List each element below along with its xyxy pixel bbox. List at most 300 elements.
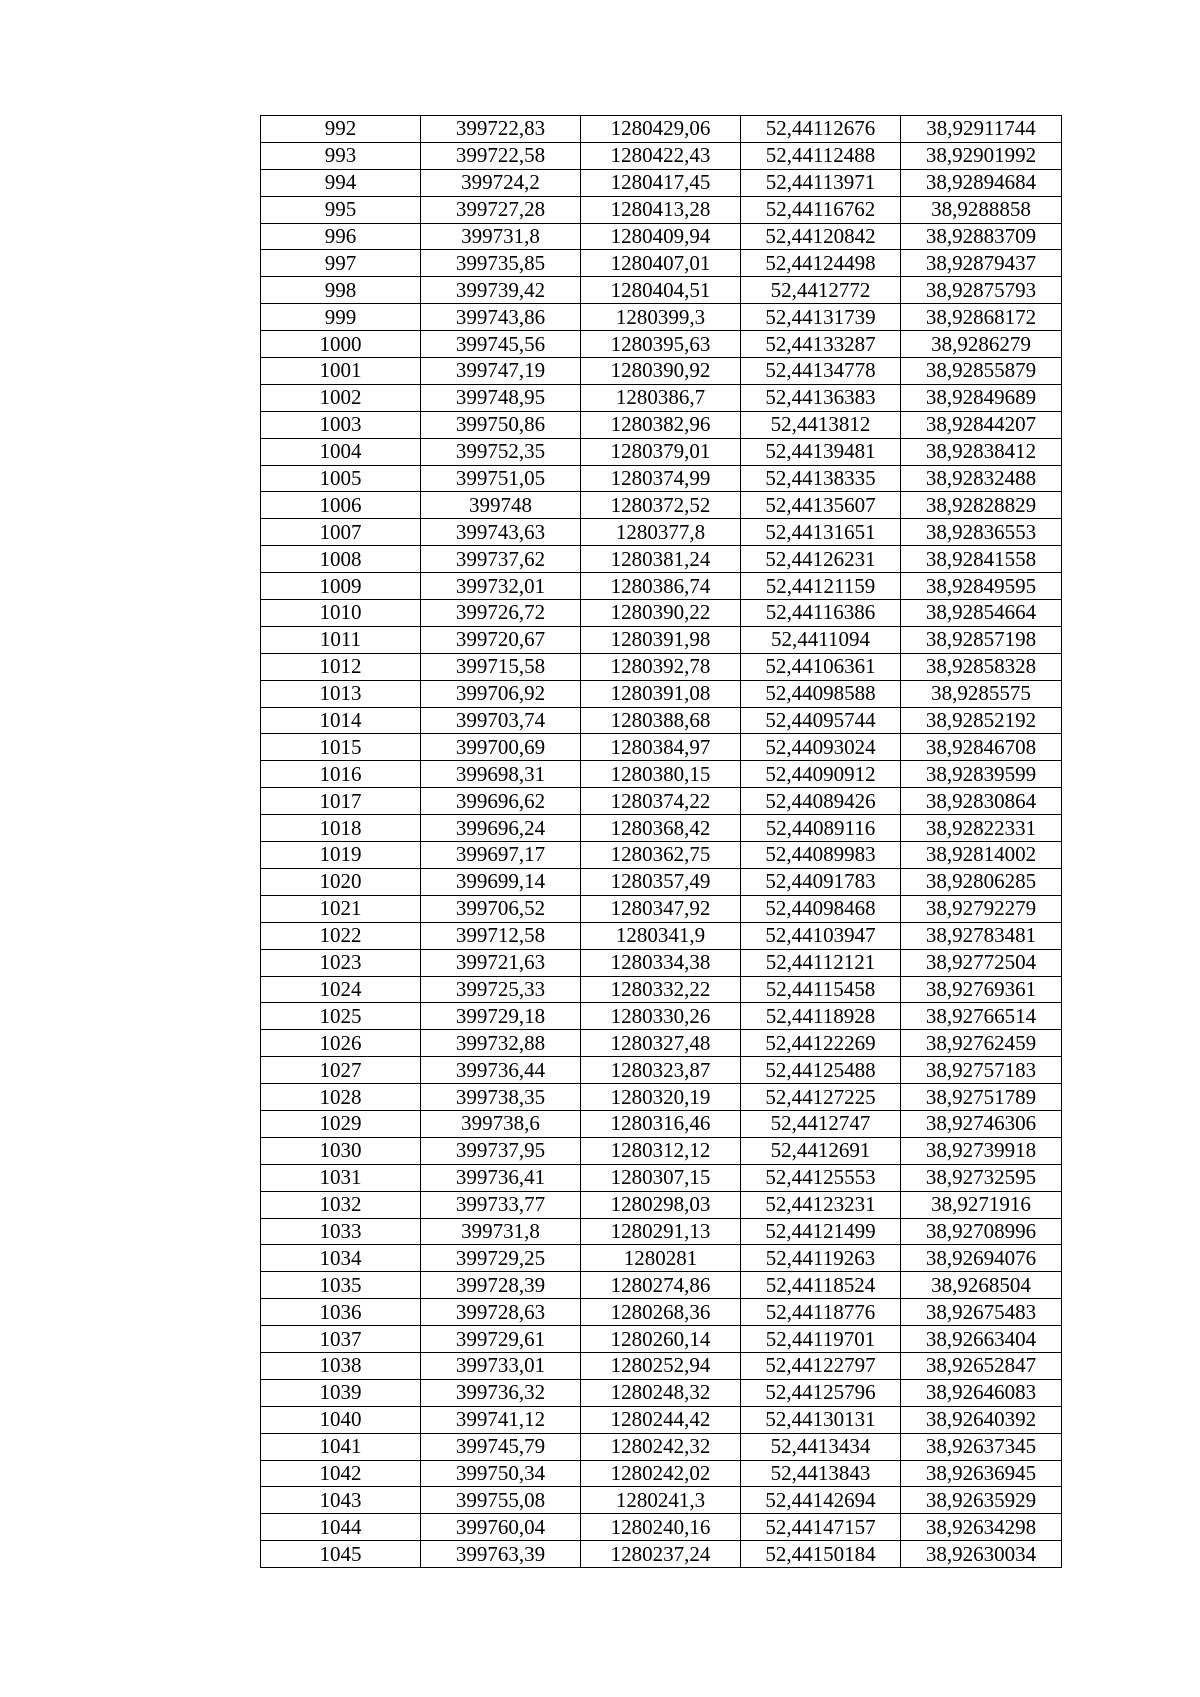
y-coordinate-cell: 1280381,24 [581, 546, 741, 573]
x-coordinate-cell: 399726,72 [421, 600, 581, 627]
latitude-cell: 52,44093024 [741, 734, 901, 761]
table-row [261, 1137, 1062, 1164]
y-coordinate-cell: 1280252,94 [581, 1352, 741, 1379]
table-row [261, 1433, 1062, 1460]
x-coordinate-cell: 399698,31 [421, 761, 581, 788]
table-row [261, 519, 1062, 546]
x-coordinate-cell: 399706,92 [421, 680, 581, 707]
table-row [261, 680, 1062, 707]
x-coordinate-cell: 399751,05 [421, 465, 581, 492]
longitude-cell: 38,92849689 [901, 384, 1062, 411]
latitude-cell: 52,44124498 [741, 250, 901, 277]
y-coordinate-cell: 1280341,9 [581, 922, 741, 949]
point-number-cell: 1023 [261, 949, 421, 976]
point-number-cell: 1034 [261, 1245, 421, 1272]
x-coordinate-cell: 399712,58 [421, 922, 581, 949]
longitude-cell: 38,92762459 [901, 1030, 1062, 1057]
table-row [261, 116, 1062, 143]
x-coordinate-cell: 399699,14 [421, 868, 581, 895]
x-coordinate-cell: 399700,69 [421, 734, 581, 761]
point-number-cell: 1013 [261, 680, 421, 707]
y-coordinate-cell: 1280386,7 [581, 384, 741, 411]
y-coordinate-cell: 1280240,16 [581, 1514, 741, 1541]
longitude-cell: 38,92857198 [901, 626, 1062, 653]
longitude-cell: 38,92883709 [901, 223, 1062, 250]
y-coordinate-cell: 1280244,42 [581, 1406, 741, 1433]
x-coordinate-cell: 399733,77 [421, 1191, 581, 1218]
y-coordinate-cell: 1280382,96 [581, 411, 741, 438]
latitude-cell: 52,44103947 [741, 922, 901, 949]
point-number-cell: 1020 [261, 868, 421, 895]
latitude-cell: 52,44125488 [741, 1057, 901, 1084]
longitude-cell: 38,92694076 [901, 1245, 1062, 1272]
x-coordinate-cell: 399760,04 [421, 1514, 581, 1541]
point-number-cell: 1042 [261, 1460, 421, 1487]
latitude-cell: 52,44134778 [741, 358, 901, 385]
table-row [261, 949, 1062, 976]
longitude-cell: 38,92739918 [901, 1137, 1062, 1164]
latitude-cell: 52,44089426 [741, 788, 901, 815]
y-coordinate-cell: 1280399,3 [581, 304, 741, 331]
point-number-cell: 1004 [261, 438, 421, 465]
point-number-cell: 996 [261, 223, 421, 250]
point-number-cell: 1017 [261, 788, 421, 815]
point-number-cell: 1044 [261, 1514, 421, 1541]
latitude-cell: 52,44120842 [741, 223, 901, 250]
latitude-cell: 52,44116762 [741, 196, 901, 223]
x-coordinate-cell: 399748 [421, 492, 581, 519]
latitude-cell: 52,44147157 [741, 1514, 901, 1541]
x-coordinate-cell: 399737,95 [421, 1137, 581, 1164]
longitude-cell: 38,92663404 [901, 1326, 1062, 1353]
table-row [261, 546, 1062, 573]
point-number-cell: 1014 [261, 707, 421, 734]
longitude-cell: 38,9285575 [901, 680, 1062, 707]
y-coordinate-cell: 1280334,38 [581, 949, 741, 976]
table-row [261, 1379, 1062, 1406]
x-coordinate-cell: 399703,74 [421, 707, 581, 734]
point-number-cell: 997 [261, 250, 421, 277]
latitude-cell: 52,44121499 [741, 1218, 901, 1245]
y-coordinate-cell: 1280386,74 [581, 573, 741, 600]
point-number-cell: 1025 [261, 1003, 421, 1030]
longitude-cell: 38,92855879 [901, 358, 1062, 385]
table-row [261, 600, 1062, 627]
longitude-cell: 38,92875793 [901, 277, 1062, 304]
latitude-cell: 52,44106361 [741, 653, 901, 680]
latitude-cell: 52,44118524 [741, 1272, 901, 1299]
point-number-cell: 994 [261, 169, 421, 196]
latitude-cell: 52,44119701 [741, 1326, 901, 1353]
point-number-cell: 1015 [261, 734, 421, 761]
y-coordinate-cell: 1280327,48 [581, 1030, 741, 1057]
longitude-cell: 38,92732595 [901, 1164, 1062, 1191]
longitude-cell: 38,92675483 [901, 1299, 1062, 1326]
x-coordinate-cell: 399745,79 [421, 1433, 581, 1460]
table-row [261, 707, 1062, 734]
table-row [261, 465, 1062, 492]
point-number-cell: 1001 [261, 358, 421, 385]
y-coordinate-cell: 1280374,99 [581, 465, 741, 492]
y-coordinate-cell: 1280407,01 [581, 250, 741, 277]
x-coordinate-cell: 399745,56 [421, 331, 581, 358]
table-row [261, 1191, 1062, 1218]
table-row [261, 304, 1062, 331]
longitude-cell: 38,92852192 [901, 707, 1062, 734]
latitude-cell: 52,4412772 [741, 277, 901, 304]
longitude-cell: 38,92839599 [901, 761, 1062, 788]
x-coordinate-cell: 399697,17 [421, 842, 581, 869]
point-number-cell: 1000 [261, 331, 421, 358]
latitude-cell: 52,44138335 [741, 465, 901, 492]
x-coordinate-cell: 399706,52 [421, 895, 581, 922]
latitude-cell: 52,44150184 [741, 1541, 901, 1568]
table-row [261, 1003, 1062, 1030]
y-coordinate-cell: 1280390,22 [581, 600, 741, 627]
table-row [261, 223, 1062, 250]
table-row [261, 761, 1062, 788]
longitude-cell: 38,92911744 [901, 116, 1062, 143]
table-row [261, 734, 1062, 761]
y-coordinate-cell: 1280242,32 [581, 1433, 741, 1460]
longitude-cell: 38,92901992 [901, 142, 1062, 169]
latitude-cell: 52,44121159 [741, 573, 901, 600]
table-row [261, 438, 1062, 465]
x-coordinate-cell: 399750,86 [421, 411, 581, 438]
point-number-cell: 1040 [261, 1406, 421, 1433]
x-coordinate-cell: 399733,01 [421, 1352, 581, 1379]
table-row [261, 573, 1062, 600]
latitude-cell: 52,44127225 [741, 1084, 901, 1111]
longitude-cell: 38,92868172 [901, 304, 1062, 331]
longitude-cell: 38,92894684 [901, 169, 1062, 196]
latitude-cell: 52,4412691 [741, 1137, 901, 1164]
y-coordinate-cell: 1280384,97 [581, 734, 741, 761]
longitude-cell: 38,9288858 [901, 196, 1062, 223]
longitude-cell: 38,92635929 [901, 1487, 1062, 1514]
table-row [261, 1487, 1062, 1514]
y-coordinate-cell: 1280395,63 [581, 331, 741, 358]
point-number-cell: 1009 [261, 573, 421, 600]
longitude-cell: 38,92637345 [901, 1433, 1062, 1460]
y-coordinate-cell: 1280379,01 [581, 438, 741, 465]
y-coordinate-cell: 1280377,8 [581, 519, 741, 546]
point-number-cell: 1021 [261, 895, 421, 922]
longitude-cell: 38,92792279 [901, 895, 1062, 922]
x-coordinate-cell: 399750,34 [421, 1460, 581, 1487]
latitude-cell: 52,44113971 [741, 169, 901, 196]
y-coordinate-cell: 1280316,46 [581, 1110, 741, 1137]
longitude-cell: 38,92806285 [901, 868, 1062, 895]
x-coordinate-cell: 399748,95 [421, 384, 581, 411]
table-row [261, 331, 1062, 358]
table-row [261, 1110, 1062, 1137]
latitude-cell: 52,44116386 [741, 600, 901, 627]
x-coordinate-cell: 399732,88 [421, 1030, 581, 1057]
latitude-cell: 52,44130131 [741, 1406, 901, 1433]
y-coordinate-cell: 1280237,24 [581, 1541, 741, 1568]
y-coordinate-cell: 1280357,49 [581, 868, 741, 895]
longitude-cell: 38,92746306 [901, 1110, 1062, 1137]
latitude-cell: 52,44098468 [741, 895, 901, 922]
x-coordinate-cell: 399729,61 [421, 1326, 581, 1353]
latitude-cell: 52,4413812 [741, 411, 901, 438]
x-coordinate-cell: 399752,35 [421, 438, 581, 465]
y-coordinate-cell: 1280422,43 [581, 142, 741, 169]
latitude-cell: 52,44095744 [741, 707, 901, 734]
y-coordinate-cell: 1280390,92 [581, 358, 741, 385]
longitude-cell: 38,92838412 [901, 438, 1062, 465]
longitude-cell: 38,92640392 [901, 1406, 1062, 1433]
latitude-cell: 52,44123231 [741, 1191, 901, 1218]
point-number-cell: 1032 [261, 1191, 421, 1218]
y-coordinate-cell: 1280323,87 [581, 1057, 741, 1084]
x-coordinate-cell: 399735,85 [421, 250, 581, 277]
point-number-cell: 1011 [261, 626, 421, 653]
y-coordinate-cell: 1280248,32 [581, 1379, 741, 1406]
x-coordinate-cell: 399729,25 [421, 1245, 581, 1272]
longitude-cell: 38,92783481 [901, 922, 1062, 949]
point-number-cell: 998 [261, 277, 421, 304]
latitude-cell: 52,44089116 [741, 815, 901, 842]
point-number-cell: 1037 [261, 1326, 421, 1353]
table-row [261, 842, 1062, 869]
point-number-cell: 1003 [261, 411, 421, 438]
table-row [261, 1299, 1062, 1326]
x-coordinate-cell: 399720,67 [421, 626, 581, 653]
table-row [261, 922, 1062, 949]
y-coordinate-cell: 1280413,28 [581, 196, 741, 223]
y-coordinate-cell: 1280260,14 [581, 1326, 741, 1353]
longitude-cell: 38,92814002 [901, 842, 1062, 869]
point-number-cell: 1018 [261, 815, 421, 842]
longitude-cell: 38,92708996 [901, 1218, 1062, 1245]
table-row [261, 358, 1062, 385]
point-number-cell: 1028 [261, 1084, 421, 1111]
x-coordinate-cell: 399731,8 [421, 1218, 581, 1245]
x-coordinate-cell: 399738,6 [421, 1110, 581, 1137]
table-row [261, 169, 1062, 196]
point-number-cell: 1007 [261, 519, 421, 546]
table-row [261, 1030, 1062, 1057]
table-row [261, 626, 1062, 653]
latitude-cell: 52,4413434 [741, 1433, 901, 1460]
x-coordinate-cell: 399696,62 [421, 788, 581, 815]
point-number-cell: 1030 [261, 1137, 421, 1164]
x-coordinate-cell: 399736,32 [421, 1379, 581, 1406]
y-coordinate-cell: 1280404,51 [581, 277, 741, 304]
y-coordinate-cell: 1280320,19 [581, 1084, 741, 1111]
y-coordinate-cell: 1280298,03 [581, 1191, 741, 1218]
longitude-cell: 38,9268504 [901, 1272, 1062, 1299]
latitude-cell: 52,44131739 [741, 304, 901, 331]
table-row [261, 1460, 1062, 1487]
table-row [261, 1514, 1062, 1541]
table-row [261, 1164, 1062, 1191]
point-number-cell: 1036 [261, 1299, 421, 1326]
x-coordinate-cell: 399728,39 [421, 1272, 581, 1299]
latitude-cell: 52,44091783 [741, 868, 901, 895]
latitude-cell: 52,44118928 [741, 1003, 901, 1030]
latitude-cell: 52,44112676 [741, 116, 901, 143]
latitude-cell: 52,44133287 [741, 331, 901, 358]
point-number-cell: 1043 [261, 1487, 421, 1514]
latitude-cell: 52,44126231 [741, 546, 901, 573]
longitude-cell: 38,92844207 [901, 411, 1062, 438]
table-row [261, 1084, 1062, 1111]
point-number-cell: 1010 [261, 600, 421, 627]
latitude-cell: 52,44139481 [741, 438, 901, 465]
y-coordinate-cell: 1280388,68 [581, 707, 741, 734]
longitude-cell: 38,92846708 [901, 734, 1062, 761]
latitude-cell: 52,44122269 [741, 1030, 901, 1057]
x-coordinate-cell: 399727,28 [421, 196, 581, 223]
y-coordinate-cell: 1280372,52 [581, 492, 741, 519]
latitude-cell: 52,44135607 [741, 492, 901, 519]
x-coordinate-cell: 399763,39 [421, 1541, 581, 1568]
longitude-cell: 38,92757183 [901, 1057, 1062, 1084]
x-coordinate-cell: 399722,83 [421, 116, 581, 143]
longitude-cell: 38,92841558 [901, 546, 1062, 573]
latitude-cell: 52,4412747 [741, 1110, 901, 1137]
point-number-cell: 992 [261, 116, 421, 143]
x-coordinate-cell: 399738,35 [421, 1084, 581, 1111]
y-coordinate-cell: 1280392,78 [581, 653, 741, 680]
y-coordinate-cell: 1280241,3 [581, 1487, 741, 1514]
table-row [261, 1272, 1062, 1299]
longitude-cell: 38,92646083 [901, 1379, 1062, 1406]
table-row [261, 196, 1062, 223]
table-row [261, 384, 1062, 411]
x-coordinate-cell: 399743,86 [421, 304, 581, 331]
point-number-cell: 1005 [261, 465, 421, 492]
y-coordinate-cell: 1280380,15 [581, 761, 741, 788]
table-row [261, 653, 1062, 680]
longitude-cell: 38,9271916 [901, 1191, 1062, 1218]
latitude-cell: 52,44122797 [741, 1352, 901, 1379]
x-coordinate-cell: 399736,44 [421, 1057, 581, 1084]
table-row [261, 142, 1062, 169]
longitude-cell: 38,92828829 [901, 492, 1062, 519]
x-coordinate-cell: 399731,8 [421, 223, 581, 250]
y-coordinate-cell: 1280274,86 [581, 1272, 741, 1299]
x-coordinate-cell: 399729,18 [421, 1003, 581, 1030]
table-row [261, 976, 1062, 1003]
x-coordinate-cell: 399721,63 [421, 949, 581, 976]
y-coordinate-cell: 1280362,75 [581, 842, 741, 869]
longitude-cell: 38,9286279 [901, 331, 1062, 358]
longitude-cell: 38,92772504 [901, 949, 1062, 976]
longitude-cell: 38,92822331 [901, 815, 1062, 842]
point-number-cell: 1016 [261, 761, 421, 788]
table-row [261, 815, 1062, 842]
point-number-cell: 1035 [261, 1272, 421, 1299]
y-coordinate-cell: 1280391,98 [581, 626, 741, 653]
y-coordinate-cell: 1280307,15 [581, 1164, 741, 1191]
latitude-cell: 52,4413843 [741, 1460, 901, 1487]
x-coordinate-cell: 399743,63 [421, 519, 581, 546]
latitude-cell: 52,44131651 [741, 519, 901, 546]
table-row [261, 1245, 1062, 1272]
y-coordinate-cell: 1280374,22 [581, 788, 741, 815]
table-row [261, 411, 1062, 438]
point-number-cell: 1026 [261, 1030, 421, 1057]
latitude-cell: 52,44098588 [741, 680, 901, 707]
y-coordinate-cell: 1280391,08 [581, 680, 741, 707]
table-row [261, 492, 1062, 519]
table-row [261, 250, 1062, 277]
latitude-cell: 52,44125796 [741, 1379, 901, 1406]
x-coordinate-cell: 399755,08 [421, 1487, 581, 1514]
y-coordinate-cell: 1280291,13 [581, 1218, 741, 1245]
table-row [261, 1057, 1062, 1084]
x-coordinate-cell: 399732,01 [421, 573, 581, 600]
x-coordinate-cell: 399722,58 [421, 142, 581, 169]
x-coordinate-cell: 399736,41 [421, 1164, 581, 1191]
longitude-cell: 38,92769361 [901, 976, 1062, 1003]
point-number-cell: 1008 [261, 546, 421, 573]
point-number-cell: 1039 [261, 1379, 421, 1406]
x-coordinate-cell: 399737,62 [421, 546, 581, 573]
latitude-cell: 52,44125553 [741, 1164, 901, 1191]
y-coordinate-cell: 1280312,12 [581, 1137, 741, 1164]
table-row [261, 277, 1062, 304]
latitude-cell: 52,44090912 [741, 761, 901, 788]
x-coordinate-cell: 399725,33 [421, 976, 581, 1003]
coordinates-table [260, 115, 1062, 1568]
x-coordinate-cell: 399741,12 [421, 1406, 581, 1433]
longitude-cell: 38,92830864 [901, 788, 1062, 815]
point-number-cell: 1019 [261, 842, 421, 869]
point-number-cell: 1045 [261, 1541, 421, 1568]
longitude-cell: 38,92879437 [901, 250, 1062, 277]
longitude-cell: 38,92849595 [901, 573, 1062, 600]
point-number-cell: 995 [261, 196, 421, 223]
x-coordinate-cell: 399728,63 [421, 1299, 581, 1326]
latitude-cell: 52,44112121 [741, 949, 901, 976]
table-row [261, 868, 1062, 895]
point-number-cell: 999 [261, 304, 421, 331]
latitude-cell: 52,44136383 [741, 384, 901, 411]
coordinates-table-body [261, 116, 1062, 1568]
point-number-cell: 1002 [261, 384, 421, 411]
longitude-cell: 38,92854664 [901, 600, 1062, 627]
latitude-cell: 52,44089983 [741, 842, 901, 869]
point-number-cell: 1041 [261, 1433, 421, 1460]
longitude-cell: 38,92636945 [901, 1460, 1062, 1487]
table-row [261, 1541, 1062, 1568]
table-row [261, 1352, 1062, 1379]
longitude-cell: 38,92630034 [901, 1541, 1062, 1568]
latitude-cell: 52,44119263 [741, 1245, 901, 1272]
longitude-cell: 38,92652847 [901, 1352, 1062, 1379]
table-row [261, 895, 1062, 922]
longitude-cell: 38,92766514 [901, 1003, 1062, 1030]
latitude-cell: 52,44118776 [741, 1299, 901, 1326]
point-number-cell: 1024 [261, 976, 421, 1003]
point-number-cell: 1031 [261, 1164, 421, 1191]
table-row [261, 1218, 1062, 1245]
point-number-cell: 1006 [261, 492, 421, 519]
x-coordinate-cell: 399715,58 [421, 653, 581, 680]
y-coordinate-cell: 1280332,22 [581, 976, 741, 1003]
table-row [261, 1406, 1062, 1433]
latitude-cell: 52,44142694 [741, 1487, 901, 1514]
y-coordinate-cell: 1280409,94 [581, 223, 741, 250]
x-coordinate-cell: 399747,19 [421, 358, 581, 385]
table-row [261, 1326, 1062, 1353]
longitude-cell: 38,92634298 [901, 1514, 1062, 1541]
